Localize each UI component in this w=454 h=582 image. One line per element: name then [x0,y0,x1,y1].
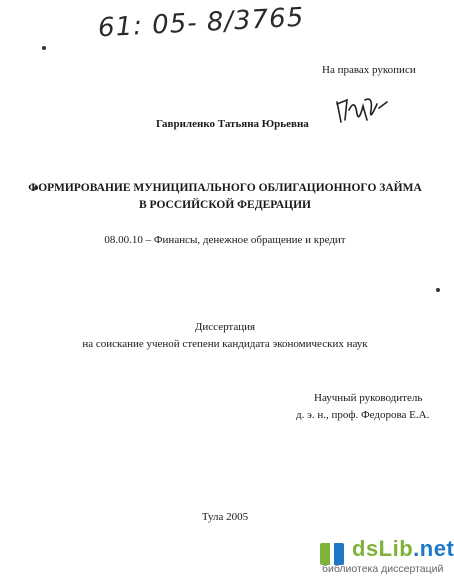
watermark-brand-part1: dsLib [352,536,414,561]
watermark-brand [352,536,454,562]
city-year: Тула 2005 [201,511,249,523]
work-type: Диссертация [194,321,256,333]
watermark-subtitle: библиотека диссертаций [322,563,444,575]
archive-number-handwritten: 61: 05- 8/3765 [97,2,305,44]
dissertation-title-line2: В РОССИЙСКОЙ ФЕДЕРАЦИИ [138,199,312,211]
degree-description: на соискание ученой степени кандидата экономических наук [82,338,368,350]
specialty-code: 08.00.10 – Финансы, денежное обращение и кредит [104,234,346,246]
signature-image [333,92,389,128]
author-name: Гавриленко Татьяна Юрьевна [156,118,309,130]
manuscript-note: На правах рукописи [322,64,416,76]
supervisor-name: д. э. н., проф. Федорова Е.А. [296,409,430,421]
watermark-brand-part2: .net [413,536,454,561]
hole-punch-mark [436,288,440,292]
supervisor-label: Научный руководитель [314,392,423,404]
dissertation-title-line1: ФОРМИРОВАНИЕ МУНИЦИПАЛЬНОГО ОБЛИГАЦИОННОГО ЗАЙМА [28,182,422,194]
hole-punch-mark [42,46,46,50]
